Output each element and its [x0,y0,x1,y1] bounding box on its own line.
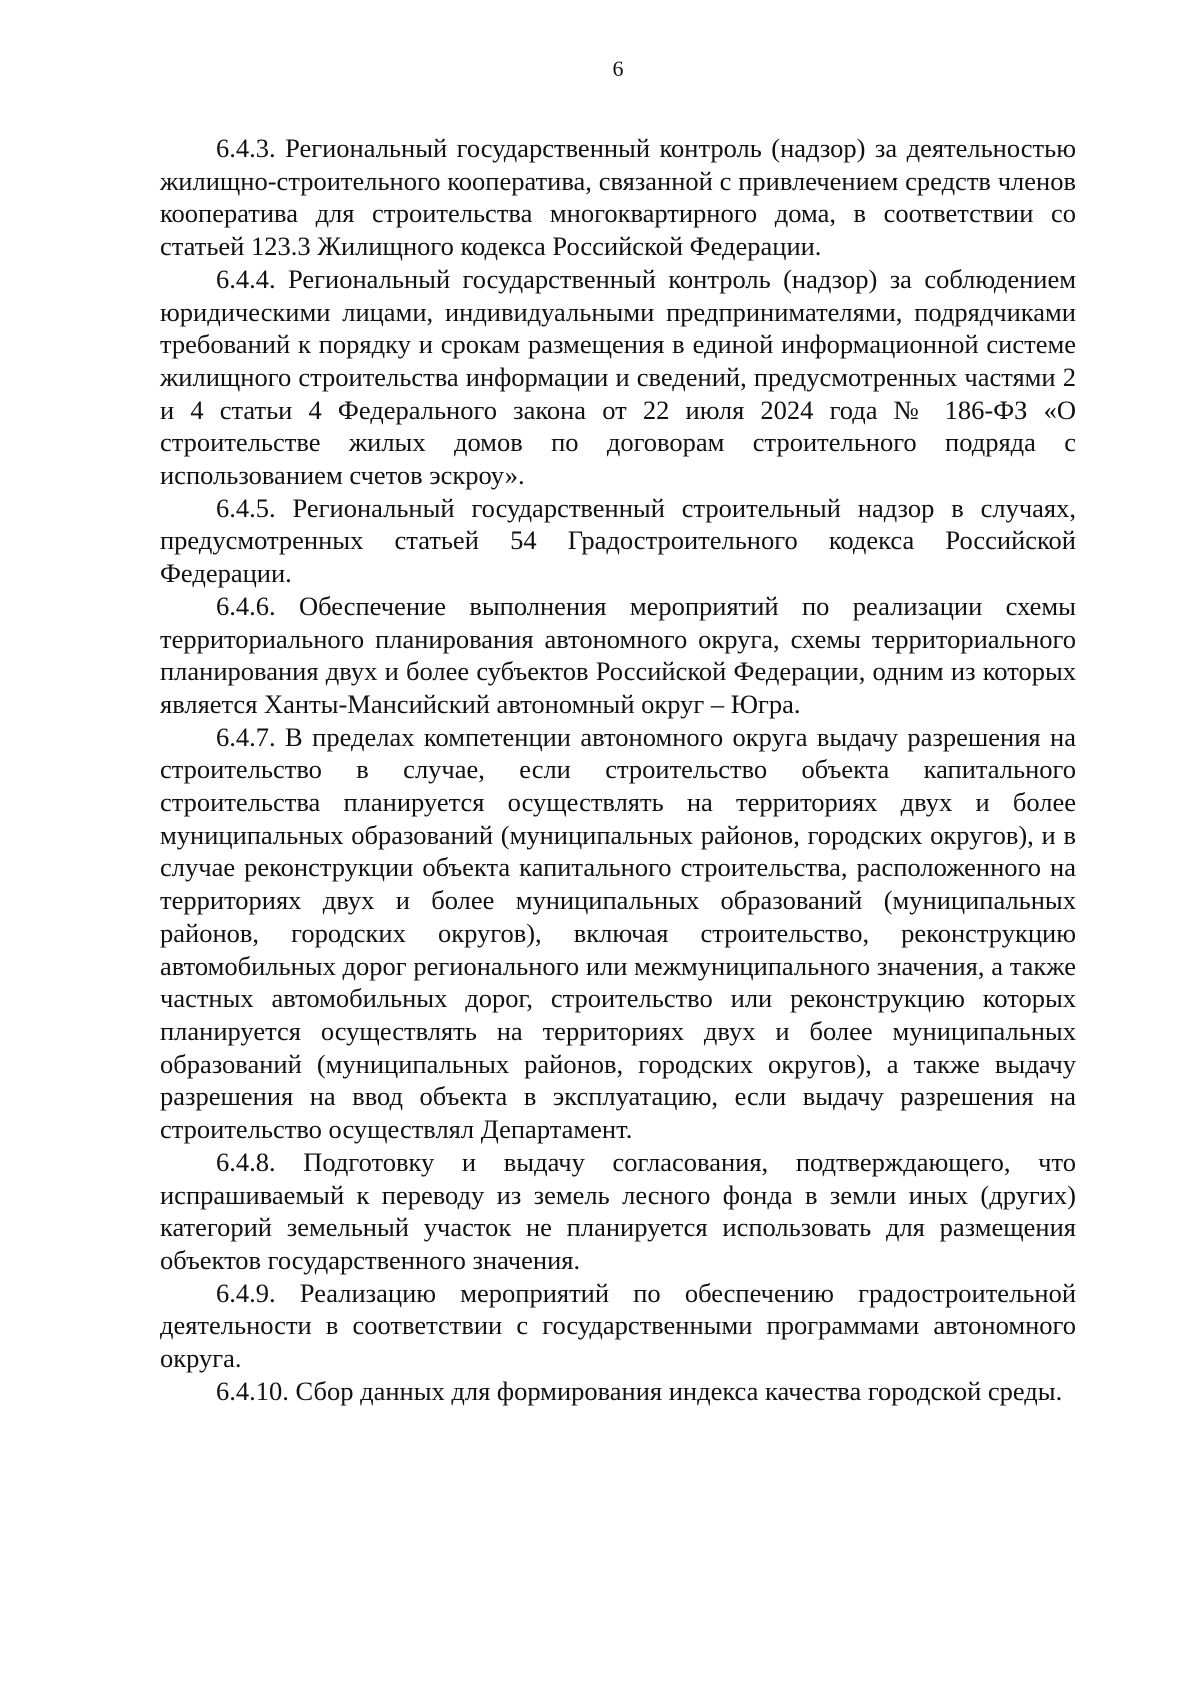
paragraph-6-4-8: 6.4.8. Подготовку и выдачу согласования, подтверждающего, что испрашиваемый к переводу из земель лесного фонда в земли иных (других) категорий земельный участок не планируется использовать для размещения объектов государственного значения. [160,1146,1076,1275]
paragraph-6-4-10: 6.4.10. Сбор данных для формирования индекса качества городской среды. [216,1375,1063,1406]
paragraph-6-4-6: 6.4.6. Обеспечение выполнения мероприятий по реализации схемы территориального планирования автономного округа, схемы территориального планирования двух и более субъектов Российской Федерации, одним из которых является Ханты-Мансийский автономный округ – Югра. [160,590,1076,719]
paragraph-6-4-3: 6.4.3. Региональный государственный контроль (надзор) за деятельностью жилищно-строительного кооператива, связанной с привлечением средств членов кооператива для строительства многоквартирного дома, в соответствии со статьей 123.3 Жилищного кодекса Российской Федерации. [160,133,1076,262]
paragraph-6-4-5: 6.4.5. Региональный государственный строительный надзор в случаях, предусмотренных статьей 54 Градостроительного кодекса Российской Федерации. [160,492,1076,589]
page-number: 6 [612,56,624,81]
document-body [160,132,1076,1407]
paragraph-6-4-4: 6.4.4. Региональный государственный контроль (надзор) за соблюдением юридическими лицами, индивидуальными предпринимателями, подрядчиками требований к порядку и срокам размещения в единой информационной системе жилищного строительства информации и сведений, предусмотренных частями 2 и 4 статьи 4 Федерального закона от 22 июля 2024 года № 186-ФЗ «О строительстве жилых домов по договорам строительного подряда с использованием счетов эскроу». [160,263,1076,491]
paragraph-6-4-9: 6.4.9. Реализацию мероприятий по обеспечению градостроительной деятельности в соответствии с государственными программами автономного округа. [160,1277,1076,1374]
paragraph-6-4-7: 6.4.7. В пределах компетенции автономного округа выдачу разрешения на строительство в случае, если строительство объекта капитального строительства планируется осуществлять на территориях двух и более муниципальных образований (муниципальных районов, городских округов), и в случае реконструкции объекта капитального строительства, расположенного на территориях двух и более муниципальных образований (муниципальных районов, городских округов), включая строительство, реконструкцию автомобильных дорог регионального или межмуниципального значения, а также частных автомобильных дорог, строительство или реконструкцию которых планируется осуществлять на территориях двух и более муниципальных образований (муниципальных районов, городских округов), а также выдачу разрешения на ввод объекта в эксплуатацию, если выдачу разрешения на строительство осуществлял Департамент. [160,721,1076,1145]
